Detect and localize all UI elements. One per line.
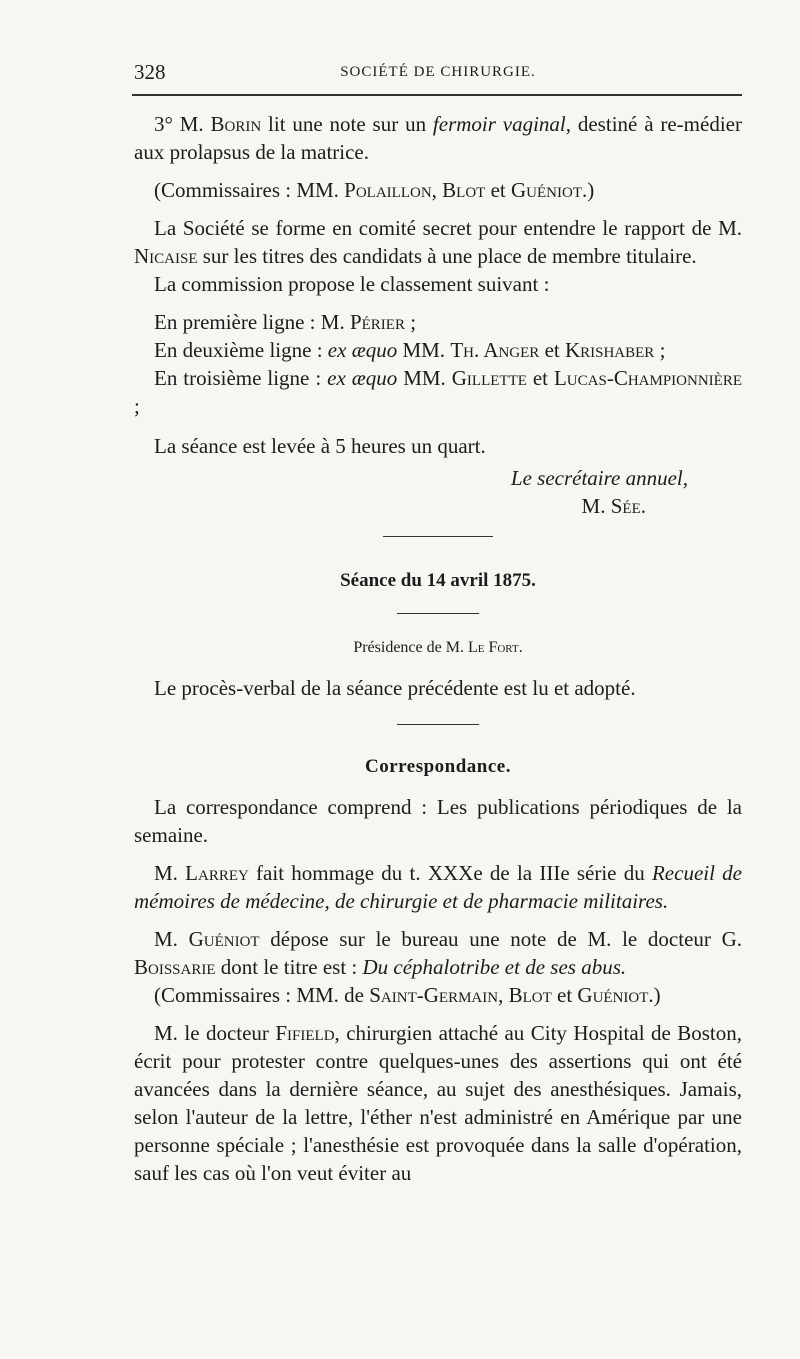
text: fait hommage du t. XXXe de la IIIe série du — [248, 861, 652, 885]
seance-title: Séance du 14 avril 1875. — [340, 570, 536, 591]
text: , — [431, 178, 443, 202]
paragraph-comite-secret — [134, 214, 742, 270]
header-rule — [132, 94, 742, 96]
paragraph-fifield — [134, 1019, 742, 1187]
person-name: Nicaise — [134, 244, 198, 268]
text: La Société se forme en comité secret pour entendre le rapport de M. — [154, 216, 742, 240]
text: lit une note sur un — [261, 112, 433, 136]
running-header — [134, 58, 742, 88]
correspondance-title: Correspondance. — [365, 756, 511, 777]
text: M. — [154, 927, 189, 951]
person-name: Gillette — [451, 366, 527, 390]
person-name: Lucas-Championnière — [553, 366, 742, 390]
person-name: Blot — [442, 178, 486, 202]
person-name: Blot — [508, 983, 552, 1007]
text: , — [498, 983, 509, 1007]
text: Présidence de M. — [353, 639, 468, 656]
paragraph-troisieme-ligne — [134, 364, 742, 420]
section-rule — [397, 613, 479, 614]
paragraph-gueniot — [134, 925, 742, 981]
signature-role: Le secrétaire annuel, — [510, 466, 688, 490]
text: ; — [404, 310, 417, 334]
italic-term: ex æquo — [327, 366, 398, 390]
page-body — [134, 110, 742, 1187]
person-name: Boissarie — [134, 955, 216, 979]
paragraph-commission: La commission propose le classement suivant : — [154, 272, 550, 296]
text: (Commissaires : MM. de — [154, 983, 370, 1007]
text: et — [539, 338, 565, 362]
text: M. — [581, 494, 611, 518]
paragraph-commissaires-2 — [134, 981, 742, 1009]
person-name: Guéniot — [511, 178, 582, 202]
italic-term: fermoir vaginal, — [432, 112, 572, 136]
paragraph-deuxieme-ligne — [134, 336, 742, 364]
text: .) — [581, 178, 595, 202]
text: M. le docteur — [154, 1021, 276, 1045]
text: En deuxième ligne : — [154, 338, 328, 362]
section-rule — [383, 536, 493, 537]
text: ; — [654, 338, 666, 362]
text: sur les titres des candidats à une place de membre titulaire. — [197, 244, 697, 268]
text: . — [518, 639, 523, 656]
text: ; — [134, 394, 140, 418]
person-name: Krishaber — [564, 338, 655, 362]
text: 3° M. — [154, 112, 211, 136]
signature-name — [134, 492, 742, 520]
person-name: Guéniot — [188, 927, 260, 951]
text: En troisième ligne : — [154, 366, 328, 390]
text: et — [485, 178, 511, 202]
text: .) — [648, 983, 661, 1007]
person-name: Fifield — [275, 1021, 335, 1045]
text: , chirurgien attaché au City Hospital de Boston, écrit pour protester contre quelques-unes des assertions qui ont été avancées dans la dernière séance, au sujet des anesthésiques. Jamais, selon l'auteur de la lettre, l'éther n'est administré en Amérique par une personne spéciale ; l'anesthésie est provoquée dans la salle d'opération, sauf les cas où l'on veut éviter au — [134, 1021, 742, 1185]
page-number: 328 — [134, 60, 166, 84]
person-name: Périer — [349, 310, 405, 334]
italic-term: ex æquo — [327, 338, 398, 362]
author-name: Borin — [210, 112, 262, 136]
person-name: Le Fort — [467, 639, 519, 656]
text: M. — [154, 861, 186, 885]
person-name: Th. Anger — [450, 338, 540, 362]
text: dépose sur le bureau une note de M. le docteur G. — [259, 927, 742, 951]
italic-title: Recueil de mémoires de médecine, de chirurgie et de pharmacie militaires. — [134, 861, 742, 913]
text: (Commissaires : MM. — [154, 178, 345, 202]
italic-title: Du céphalotribe et de ses abus. — [362, 955, 627, 979]
person-name: Polaillon — [344, 178, 432, 202]
paragraph-premiere-ligne — [134, 308, 742, 336]
running-title: SOCIÉTÉ DE CHIRURGIE. — [340, 64, 536, 80]
text: MM. — [397, 366, 452, 390]
text: et — [526, 366, 554, 390]
text: MM. — [397, 338, 451, 362]
text: dont le titre est : — [215, 955, 363, 979]
paragraph-proces-verbal: Le procès-verbal de la séance précédente est lu et adopté. — [154, 676, 636, 700]
paragraph-borin — [134, 110, 742, 166]
section-rule — [397, 724, 479, 725]
text: En première ligne : M. — [154, 310, 350, 334]
text: . — [640, 494, 646, 518]
person-name: Guéniot — [577, 983, 649, 1007]
person-name: Larrey — [185, 861, 249, 885]
paragraph-larrey — [134, 859, 742, 915]
text: destiné à re-médier aux prolapsus de la matrice. — [134, 112, 742, 164]
presidence-line — [134, 634, 742, 662]
paragraph-seance-levee: La séance est levée à 5 heures un quart. — [154, 434, 486, 458]
person-name: Sée — [610, 494, 641, 518]
text: et — [551, 983, 578, 1007]
paragraph-correspondance: La correspondance comprend : Les publications périodiques de la semaine. — [134, 795, 742, 847]
paragraph-commissaires-1 — [134, 176, 742, 204]
person-name: Saint-Germain — [369, 983, 499, 1007]
